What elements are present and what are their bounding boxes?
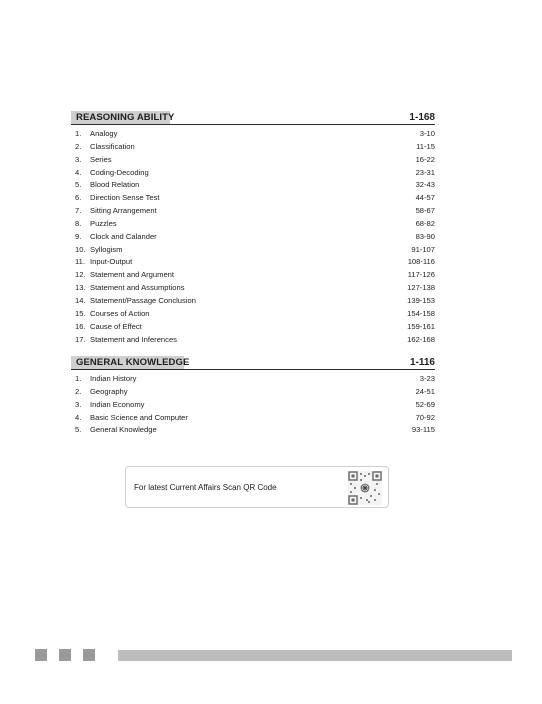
toc-row[interactable]: [71, 141, 435, 154]
toc-pages: 162-168: [407, 334, 435, 344]
toc-pages: 154-158: [407, 308, 435, 318]
section-title: REASONING ABILITY: [76, 112, 175, 123]
footer-square: [59, 649, 71, 661]
toc-pages: 44-57: [415, 193, 435, 203]
toc-title: Statement and Assumptions: [90, 283, 185, 293]
toc-number: 3.: [75, 154, 82, 164]
toc-row[interactable]: [71, 205, 435, 218]
toc-pages: 3-10: [419, 129, 435, 138]
toc-title: Input-Output: [90, 257, 133, 267]
toc-pages: 83-90: [415, 231, 435, 241]
qr-callout-text: For latest Current Affairs Scan QR Code: [134, 483, 277, 492]
toc-number: 7.: [75, 206, 82, 216]
toc-row[interactable]: [71, 308, 435, 321]
toc-row[interactable]: [71, 179, 435, 192]
toc-title: Analogy: [90, 129, 118, 138]
toc-title: Blood Relation: [90, 180, 140, 190]
toc-pages: 11-15: [416, 141, 435, 151]
toc-row[interactable]: [71, 321, 435, 334]
toc-number: 5.: [75, 180, 82, 190]
toc-pages: 108-116: [407, 257, 435, 267]
toc-title: Clock and Calander: [90, 231, 157, 241]
toc-number: 1.: [75, 374, 82, 383]
toc-title: Geography: [90, 386, 128, 396]
toc-title: Sitting Arrangement: [90, 206, 157, 216]
toc-pages: 24-51: [415, 386, 435, 396]
toc-pages: 68-82: [415, 218, 435, 228]
toc-list: [71, 373, 435, 437]
toc-pages: 139-153: [407, 295, 435, 305]
toc-title: Series: [90, 154, 112, 164]
toc-title: Cause of Effect: [90, 321, 142, 331]
toc-row[interactable]: [71, 244, 435, 257]
section-divider: [71, 369, 435, 370]
section-page-range: 1-116: [409, 357, 435, 368]
footer-square: [83, 649, 95, 661]
qr-code-callout: [125, 466, 389, 508]
toc-pages: 91-107: [411, 244, 435, 254]
toc-title: Puzzles: [90, 218, 117, 228]
toc-pages: 58-67: [415, 206, 435, 216]
toc-title: Statement and Argument: [90, 270, 175, 280]
toc-row[interactable]: [71, 167, 435, 180]
toc-row[interactable]: [71, 192, 435, 205]
toc-number: 4.: [75, 412, 82, 422]
toc-number: 4.: [75, 167, 82, 177]
toc-title: Statement/Passage Conclusion: [90, 295, 196, 305]
toc-row[interactable]: [71, 399, 435, 412]
toc-number: 5.: [75, 425, 82, 435]
toc-row[interactable]: [71, 256, 435, 269]
toc-number: 2.: [75, 141, 82, 151]
toc-pages: 16-22: [415, 154, 435, 164]
toc-number: 3.: [75, 399, 82, 409]
toc-title: General Knowledge: [90, 425, 157, 435]
toc-row[interactable]: [71, 128, 435, 141]
toc-number: 15.: [75, 308, 86, 318]
toc-title: Coding-Decoding: [90, 167, 149, 177]
toc-title: Courses of Action: [90, 308, 150, 318]
toc-number: 16.: [75, 321, 86, 331]
toc-row[interactable]: [71, 386, 435, 399]
toc-pages: 93-115: [411, 425, 435, 435]
toc-title: Basic Science and Computer: [90, 412, 188, 422]
toc-row[interactable]: [71, 412, 435, 425]
toc-title: Indian Economy: [90, 399, 145, 409]
toc-number: 6.: [75, 193, 82, 203]
toc-pages: 32-43: [415, 180, 435, 190]
qr-code-icon[interactable]: [348, 471, 382, 505]
toc-pages: 3-23: [419, 374, 435, 383]
toc-title: Indian History: [90, 374, 137, 383]
toc-row[interactable]: [71, 373, 435, 386]
toc-title: Classification: [90, 141, 135, 151]
toc-number: 1.: [75, 129, 82, 138]
toc-number: 13.: [75, 283, 86, 293]
toc-number: 14.: [75, 295, 86, 305]
toc-number: 10.: [75, 244, 86, 254]
toc-pages: 127-138: [407, 283, 435, 293]
toc-pages: 159-161: [407, 321, 435, 331]
section-divider: [71, 124, 435, 125]
toc-number: 8.: [75, 218, 82, 228]
toc-number: 9.: [75, 231, 82, 241]
toc-row[interactable]: [71, 334, 435, 347]
toc-title: Statement and Inferences: [90, 334, 177, 344]
toc-row[interactable]: [71, 154, 435, 167]
toc-pages: 52-69: [415, 399, 435, 409]
toc-pages: 117-126: [407, 270, 435, 280]
toc-list: [71, 128, 435, 346]
toc-number: 2.: [75, 386, 82, 396]
footer-square: [35, 649, 47, 661]
section-header: [71, 356, 435, 370]
toc-number: 11.: [75, 257, 85, 267]
toc-row[interactable]: [71, 218, 435, 231]
toc-row[interactable]: [71, 282, 435, 295]
section-general-knowledge: [71, 356, 435, 437]
toc-row[interactable]: [71, 424, 435, 437]
toc-row[interactable]: [71, 231, 435, 244]
toc-title: Syllogism: [90, 244, 123, 254]
toc-number: 12.: [75, 270, 86, 280]
toc-pages: 70-92: [415, 412, 435, 422]
section-title: GENERAL KNOWLEDGE: [76, 357, 190, 368]
footer-bar: [118, 650, 512, 661]
toc-number: 17.: [75, 334, 86, 344]
toc-row[interactable]: [71, 295, 435, 308]
toc-pages: 23-31: [415, 167, 435, 177]
section-reasoning-ability: [71, 111, 435, 346]
toc-title: Direction Sense Test: [90, 193, 160, 203]
section-header: [71, 111, 435, 125]
section-page-range: 1-168: [409, 112, 435, 123]
toc-row[interactable]: [71, 269, 435, 282]
